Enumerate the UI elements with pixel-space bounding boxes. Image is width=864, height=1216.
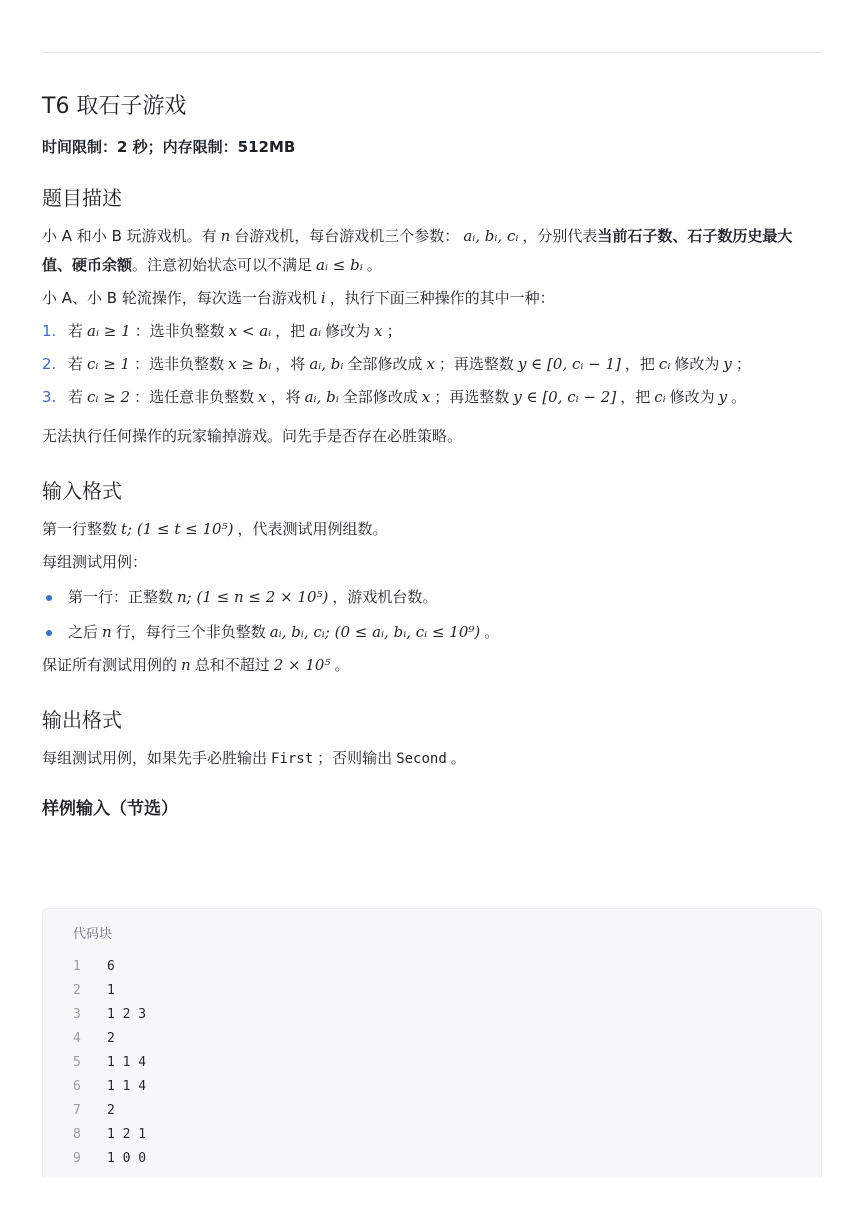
math: aᵢ ≤ bᵢ: [316, 256, 363, 274]
text: 总和不超过: [194, 656, 270, 674]
line-number: 1: [73, 959, 81, 974]
bullet-dot-icon: [46, 595, 52, 601]
description-paragraph-2: [42, 284, 822, 313]
line-number: 7: [73, 1103, 81, 1118]
code-lines: [73, 955, 146, 1171]
code-text: 1: [107, 983, 115, 998]
text: 。: [366, 256, 382, 274]
math: i: [320, 289, 326, 307]
math: cᵢ: [658, 355, 671, 373]
math: aᵢ, bᵢ, cᵢ; (0 ≤ aᵢ, bᵢ, cᵢ ≤ 10⁹): [269, 623, 481, 641]
line-number: 8: [73, 1127, 81, 1142]
math: aᵢ, bᵢ: [304, 388, 339, 406]
code-text: 1 1 4: [107, 1079, 147, 1094]
code-line: [73, 1051, 146, 1075]
code-text: 1 0 0: [107, 1151, 147, 1166]
code-text: 6: [107, 959, 115, 974]
code-block-label: 代码块: [73, 927, 113, 942]
text: ；: [386, 322, 402, 340]
line-number: 5: [73, 1055, 81, 1070]
math: aᵢ, bᵢ: [309, 355, 344, 373]
math: x: [426, 355, 435, 373]
text: 小 A 和小 B 玩游戏机。有: [42, 227, 217, 245]
text: 。注意初始状态可以不满足: [132, 256, 313, 274]
text: 若: [68, 388, 84, 406]
text: 第一行：正整数: [68, 588, 174, 606]
text: 修改为: [674, 355, 720, 373]
line-number: 2: [73, 983, 81, 998]
text: ，代表测试用例组数。: [237, 520, 388, 538]
code-text: 1 1 4: [107, 1055, 147, 1070]
math: y ∈ [0, cᵢ − 1]: [517, 355, 621, 373]
code-text: 1 2 1: [107, 1127, 147, 1142]
output-heading: 输出格式: [42, 708, 122, 732]
math: n: [102, 623, 112, 641]
line-number: 9: [73, 1151, 81, 1166]
code-line: [73, 1099, 146, 1123]
description-paragraph-3: 无法执行任何操作的玩家输掉游戏。问先手是否存在必胜策略。: [42, 427, 463, 445]
text: ，分别代表: [522, 227, 598, 245]
code-line: [73, 1027, 146, 1051]
list-number: 2.: [42, 355, 57, 373]
math: aᵢ ≥ 1: [87, 322, 131, 340]
text: 。: [731, 388, 747, 406]
text: 行，每行三个非负整数: [115, 623, 266, 641]
code-line: [73, 979, 146, 1003]
text: ；再选整数: [434, 388, 510, 406]
sample-heading: 样例输入（节选）: [42, 799, 178, 819]
code-text: 2: [107, 1103, 115, 1118]
code-block[interactable]: [42, 908, 822, 1178]
text: 保证所有测试用例的: [42, 656, 178, 674]
inline-code: Second: [396, 751, 447, 767]
line-number: 4: [73, 1031, 81, 1046]
bullet-dot-icon: [46, 630, 52, 636]
math: y: [718, 388, 728, 406]
math: cᵢ: [654, 388, 666, 406]
description-paragraph-1: [42, 222, 822, 280]
operation-item: [42, 383, 822, 412]
code-text: 1 2 3: [107, 1007, 147, 1022]
code-line: [73, 1075, 146, 1099]
code-line: [73, 1147, 146, 1171]
description-heading: 题目描述: [42, 186, 122, 210]
math: n: [181, 656, 191, 674]
operation-item: [42, 317, 822, 346]
math: x: [258, 388, 267, 406]
list-number: 3.: [42, 388, 57, 406]
operations-list: [42, 317, 822, 412]
math: x: [374, 322, 383, 340]
text: 小 A、小 B 轮流操作，每次选一台游戏机: [42, 289, 317, 307]
text: ；否则输出: [317, 749, 393, 767]
line-number: 6: [73, 1079, 81, 1094]
limits-line: 时间限制：2 秒；内存限制：512MB: [42, 138, 296, 156]
text: ：选任意非负整数: [134, 388, 255, 406]
text: ，把: [620, 388, 651, 406]
text: ：选非负整数: [134, 355, 225, 373]
math: x < aᵢ: [228, 322, 272, 340]
page-title: T6 取石子游戏: [42, 94, 187, 119]
text: 。: [484, 623, 500, 641]
operation-item: [42, 350, 822, 379]
text: ，把: [624, 355, 655, 373]
text: 全部修改成: [342, 388, 418, 406]
text: ，把: [275, 322, 306, 340]
text: ，游戏机台数。: [332, 588, 438, 606]
input-paragraph-1: [42, 515, 822, 544]
math: t; (1 ≤ t ≤ 10⁵): [121, 520, 234, 538]
code-line: [73, 1123, 146, 1147]
math: aᵢ, bᵢ, cᵢ: [463, 227, 519, 245]
math: y ∈ [0, cᵢ − 2]: [513, 388, 617, 406]
math: n; (1 ≤ n ≤ 2 × 10⁵): [177, 588, 329, 606]
code-line: [73, 1003, 146, 1027]
text: ，将: [275, 355, 306, 373]
text: 之后: [68, 623, 99, 641]
text: ，将: [270, 388, 301, 406]
problem-content: [42, 92, 822, 822]
bullet-item: [42, 618, 822, 647]
code-line: [73, 955, 146, 979]
text: 修改为: [325, 322, 371, 340]
text: 每组测试用例，如果先手必胜输出: [42, 749, 268, 767]
text: 。: [334, 656, 350, 674]
math: n: [220, 227, 231, 245]
text: ；再选整数: [438, 355, 514, 373]
math: x ≥ bᵢ: [228, 355, 272, 373]
inline-code: First: [271, 751, 314, 767]
input-paragraph-2: 每组测试用例：: [42, 553, 148, 571]
math: x: [421, 388, 431, 406]
text: 第一行整数: [42, 520, 118, 538]
math: cᵢ ≥ 1: [87, 355, 131, 373]
text: ，执行下面三种操作的其中一种：: [329, 289, 555, 307]
input-paragraph-3: [42, 651, 822, 680]
text: ；: [735, 355, 751, 373]
math: aᵢ: [309, 322, 322, 340]
input-heading: 输入格式: [42, 479, 122, 503]
input-bullet-list: [42, 583, 822, 647]
math: 2 × 10⁵: [273, 656, 331, 674]
bold-text: 当前石子数、石子数历史最大值、硬币余额: [42, 227, 793, 274]
text: 全部修改成: [347, 355, 423, 373]
text: 若: [68, 355, 84, 373]
text: ：选非负整数: [134, 322, 225, 340]
code-text: 2: [107, 1031, 115, 1046]
math: cᵢ ≥ 2: [87, 388, 131, 406]
text: 修改为: [669, 388, 715, 406]
output-paragraph: [42, 744, 822, 774]
text: 若: [68, 322, 84, 340]
list-number: 1.: [42, 322, 57, 340]
math: y: [723, 355, 732, 373]
text: 台游戏机，每台游戏机三个参数：: [234, 227, 460, 245]
bullet-item: [42, 583, 822, 612]
line-number: 3: [73, 1007, 81, 1022]
text: 。: [450, 749, 466, 767]
top-divider: [42, 52, 822, 53]
